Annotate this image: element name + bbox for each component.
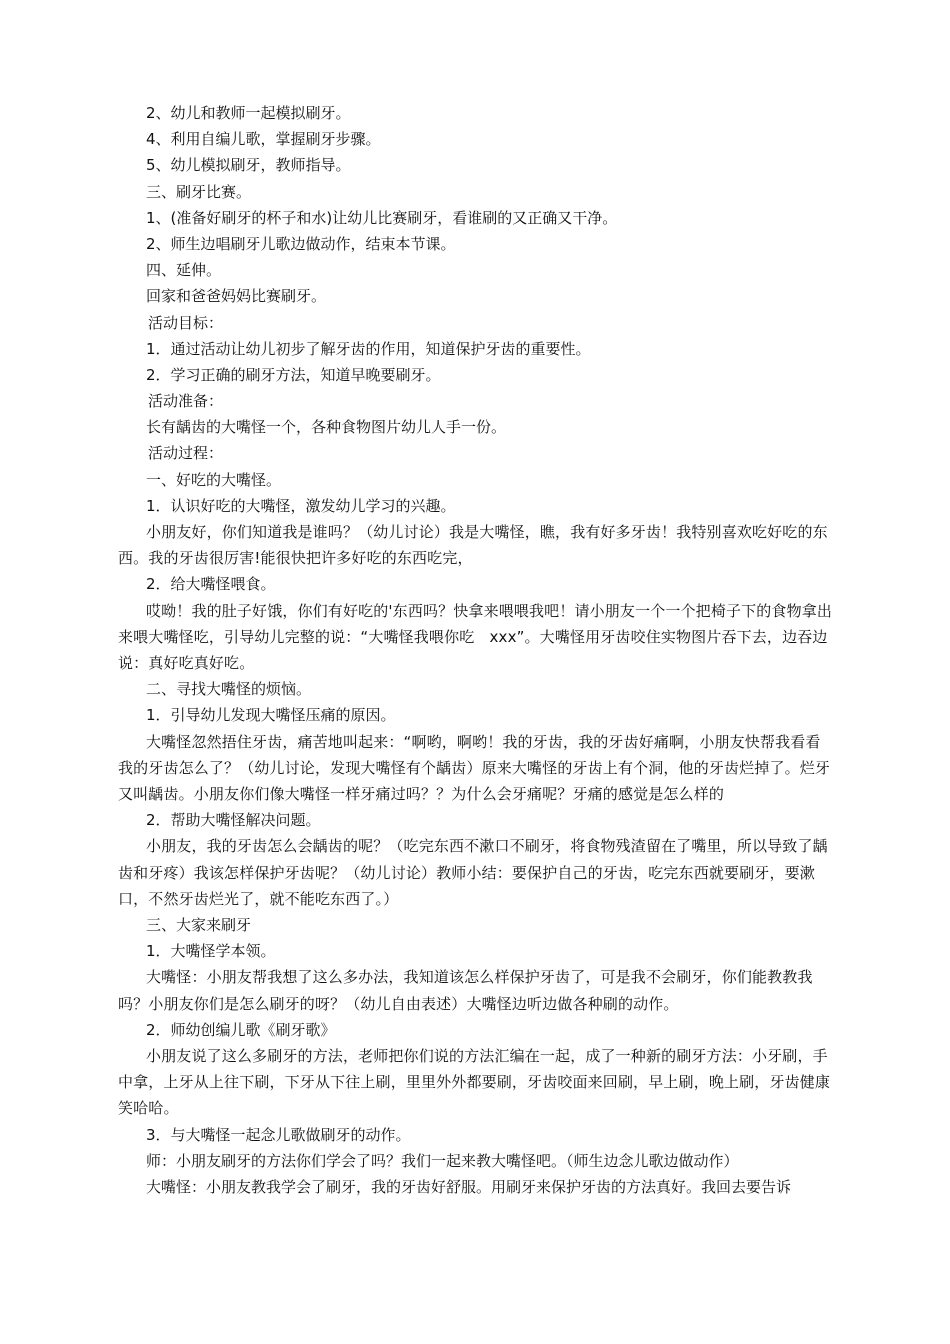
- text-line: 1．大嘴怪学本领。: [146, 942, 276, 961]
- text-line: 三、大家来刷牙: [146, 915, 252, 934]
- text-line: 3．与大嘴怪一起念儿歌做刷牙的动作。: [146, 1125, 411, 1144]
- text-line: 1．通过活动让幼儿初步了解牙齿的作用，知道保护牙齿的重要性。: [146, 339, 591, 358]
- text-line: 2、幼儿和教师一起模拟刷牙。: [146, 104, 351, 122]
- text-line: 2、师生边唱刷牙儿歌边做动作，结束本节课。: [146, 234, 456, 253]
- text-line: 1、(准备好刷牙的杯子和水)让幼儿比赛刷牙，看谁刷的又正确又干净。: [146, 208, 618, 227]
- text-line: 二、寻找大嘴怪的烦恼。: [146, 680, 312, 699]
- text-line: 长有龋齿的大嘴怪一个，各种食物图片幼儿人手一份。: [146, 418, 507, 437]
- text-line: 5、幼儿模拟刷牙，教师指导。: [146, 156, 351, 175]
- body-paragraph: 大嘴怪：小朋友帮我想了这么多办法，我知道该怎么样保护牙齿了，可是我不会刷牙，你们能教教我吗？小朋友你们是怎么刷牙的呀？（幼儿自由表述）大嘴怪边听边做各种刷的动作。: [118, 968, 813, 1013]
- text-line: 2．给大嘴怪喂食。: [146, 575, 276, 594]
- body-paragraph: 大嘴怪忽然捂住牙齿，痛苦地叫起来：“啊哟，啊哟！我的牙齿，我的牙齿好痛啊，小朋友快帮我看看我的牙齿怎么了？（幼儿讨论，发现大嘴怪有个龋齿）原来大嘴怪的牙齿上有个洞，他的牙齿烂掉了。烂牙又叫龋齿。小朋友你们像大嘴怪一样牙痛过吗？？为什么会牙痛呢？牙痛的感觉是怎么样的: [118, 732, 831, 803]
- body-paragraph: 小朋友说了这么多刷牙的方法，老师把你们说的方法汇编在一起，成了一种新的刷牙方法：小牙刷，手中拿，上牙从上往下刷，下牙从下往上刷，里里外外都要刷，牙齿咬面来回刷，早上刷，晚上刷，牙齿健康笑哈哈。: [118, 1046, 831, 1118]
- text-line: 2．帮助大嘴怪解决问题。: [146, 811, 321, 830]
- body-paragraph: 小朋友好，你们知道我是谁吗？（幼儿讨论）我是大嘴怪，瞧，我有好多牙齿！我特别喜欢吃好吃的东西。我的牙齿很厉害!能很快把许多好吃的东西吃完，: [118, 523, 828, 568]
- text-line: 活动目标：: [148, 313, 224, 332]
- text-line: 活动准备：: [148, 392, 224, 411]
- text-line: 2．师幼创编儿歌《刷牙歌》: [146, 1020, 336, 1039]
- text-line: 1．引导幼儿发现大嘴怪压痛的原因。: [146, 706, 396, 725]
- text-line: 2．学习正确的刷牙方法，知道早晚要刷牙。: [146, 365, 441, 384]
- text-line: 大嘴怪：小朋友教我学会了刷牙，我的牙齿好舒服。用刷牙来保护牙齿的方法真好。我回去要告诉: [146, 1177, 792, 1196]
- text-line: 师：小朋友刷牙的方法你们学会了吗？我们一起来教大嘴怪吧。（师生边念儿歌边做动作）: [146, 1151, 739, 1170]
- text-line: 1．认识好吃的大嘴怪，激发幼儿学习的兴趣。: [146, 496, 456, 515]
- text-line: 活动过程：: [148, 444, 224, 463]
- text-line: 一、好吃的大嘴怪。: [146, 470, 282, 489]
- text-line: 四、延伸。: [146, 261, 222, 280]
- text-line: 回家和爸爸妈妈比赛刷牙。: [146, 287, 327, 306]
- text-line: 三、刷牙比赛。: [146, 182, 252, 201]
- text-line: 4、利用自编儿歌，掌握刷牙步骤。: [146, 130, 381, 149]
- body-paragraph: 哎呦！我的肚子好饿，你们有好吃的'东西吗？快拿来喂喂我吧！请小朋友一个一个把椅子下的食物拿出来喂大嘴怪吃，引导幼儿完整的说：“大嘴怪我喂你吃 xxx”。大嘴怪用牙齿咬住实物图片吞下去，边吞边说：真好吃真好吃。: [118, 601, 833, 672]
- body-paragraph: 小朋友，我的牙齿怎么会龋齿的呢？（吃完东西不漱口不刷牙，将食物残渣留在了嘴里，所以导致了龋齿和牙疼）我该怎样保护牙齿呢？（幼儿讨论）教师小结：要保护自己的牙齿，吃完东西就要刷牙，要漱口，不然牙齿烂光了，就不能吃东西了。）: [118, 837, 828, 908]
- document-body: [118, 100, 834, 1200]
